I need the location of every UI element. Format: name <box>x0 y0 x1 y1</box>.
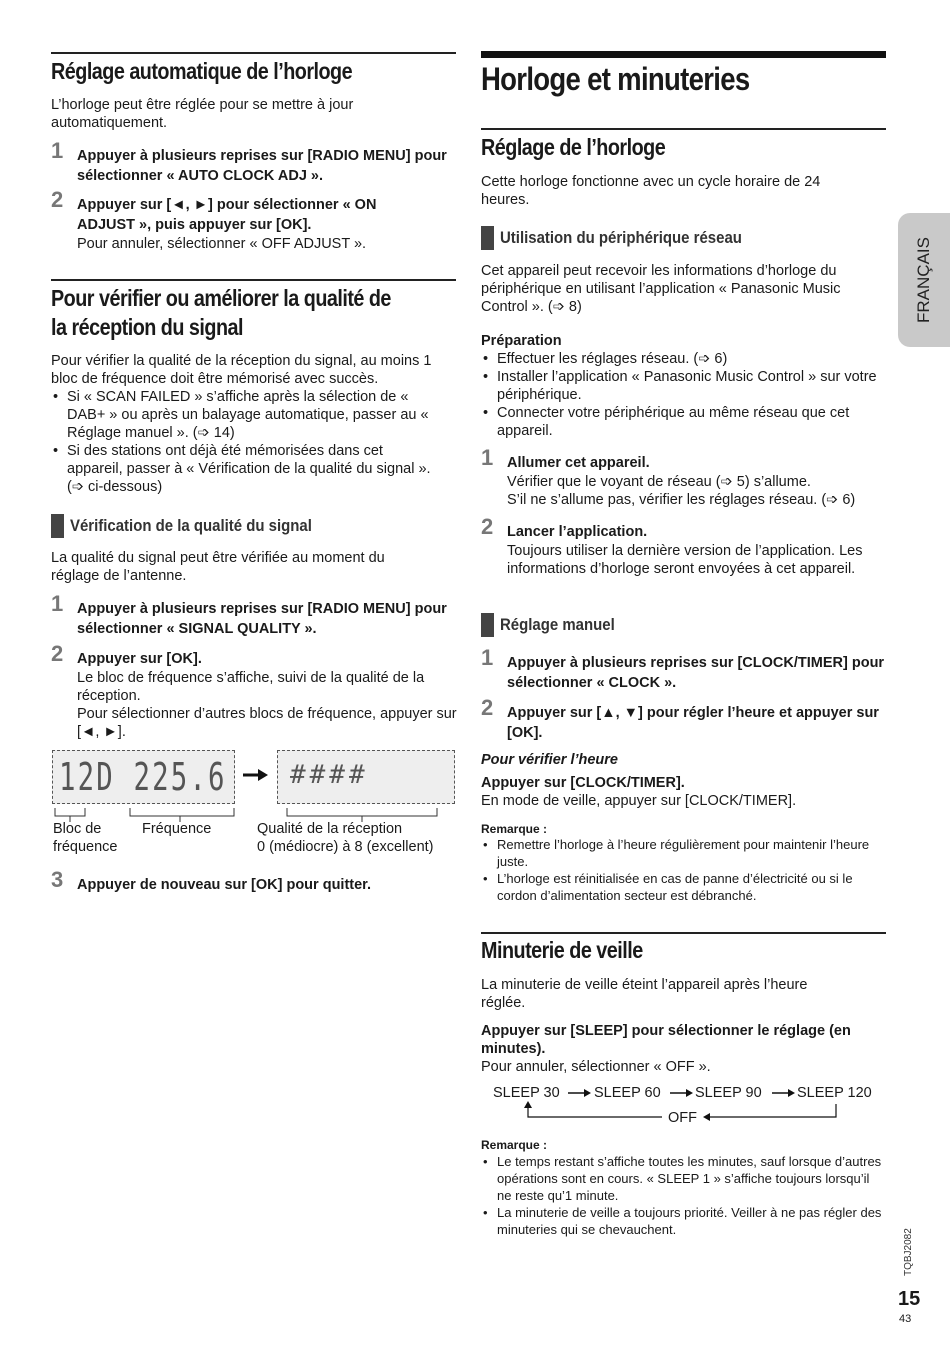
page-subnumber: 43 <box>899 1313 912 1325</box>
sleep-remarks <box>481 1153 886 1238</box>
check-time-title: Pour vérifier l’heure <box>481 752 618 768</box>
sleep-cancel: Pour annuler, sélectionner « OFF ». <box>481 1059 711 1075</box>
step-text: Appuyer à plusieurs reprises sur [CLOCK/TIMER] pour sélectionner « CLOCK ». <box>507 655 885 691</box>
subheading-manual <box>481 613 630 637</box>
step-text: Allumer cet appareil. <box>507 455 650 471</box>
section-rule <box>51 52 456 54</box>
sleep-intro: La minuterie de veille éteint l’appareil après l’heure réglée. <box>481 977 808 1011</box>
subheading-text: Réglage manuel <box>500 615 615 634</box>
label-quality-1: Qualité de la réception <box>257 821 403 837</box>
heading-auto-clock: Réglage automatique de l’horloge <box>51 58 353 84</box>
step-number: 1 <box>51 138 64 163</box>
document-code: TQBJ2082 <box>903 1228 914 1276</box>
step-number: 1 <box>481 645 494 670</box>
step-line: Le bloc de fréquence s’affiche, suivi de la qualité de la réception. <box>77 670 425 704</box>
sleep-option-off: OFF <box>668 1110 697 1126</box>
sleep-option-60: SLEEP 60 <box>594 1085 661 1101</box>
step-number: 1 <box>51 591 64 616</box>
auto-clock-intro: L’horloge peut être réglée pour se mettre à jour automatiquement. <box>51 97 354 131</box>
main-title-rule <box>481 51 886 58</box>
lcd-text: #### <box>290 760 369 790</box>
sleep-cycle-arrows <box>490 1084 890 1124</box>
heading-signal-1: Pour vérifier ou améliorer la qualité de <box>51 285 391 311</box>
subheading-signal-check <box>51 514 345 538</box>
signal-intro: Pour vérifier la qualité de la réception du signal, au moins 1 bloc de fréquence doit être mémorisé avec succès. <box>51 353 432 387</box>
step-text: Appuyer sur [▲, ▼] pour régler l’heure et appuyer sur [OK]. <box>507 705 879 741</box>
list-item: • Effectuer les réglages réseau. (➩ 6) <box>481 350 886 368</box>
clock-remarks <box>481 836 886 904</box>
remark-title: Remarque : <box>481 822 548 836</box>
heading-bar <box>51 514 64 538</box>
language-tab <box>898 213 950 347</box>
list-item: • Si « SCAN FAILED » s’affiche après la sélection de « DAB+ » ou après un balayage automatique, passer au « Réglage manuel ». (➩ 14) <box>51 388 431 442</box>
signal-bullets <box>51 388 431 496</box>
signal-check-intro: La qualité du signal peut être vérifiée au moment du réglage de l’antenne. <box>51 550 385 584</box>
step-line: Toujours utiliser la dernière version de l’application. Les informations d’horloge seront envoyées à cet appareil. <box>507 543 863 577</box>
step-number: 2 <box>51 641 64 666</box>
heading-bar <box>481 613 494 637</box>
step-number: 2 <box>51 187 64 212</box>
list-item: • Le temps restant s’affiche toutes les minutes, sauf lorsque d’autres opérations sont en cours. « SLEEP 1 » s’affiche toujours lorsqu’il ne reste qu’1 minute. <box>481 1153 886 1204</box>
subheading-network <box>481 226 775 250</box>
heading-clock: Réglage de l’horloge <box>481 134 666 160</box>
lcd-text: 12D 225.6 <box>59 755 227 799</box>
step-number: 3 <box>51 867 64 892</box>
lcd-display-frequency <box>52 750 235 804</box>
main-title: Horloge et minuteries <box>481 61 750 97</box>
section-rule <box>51 279 456 281</box>
step-number: 2 <box>481 695 494 720</box>
section-rule <box>481 128 886 130</box>
network-intro: Cet appareil peut recevoir les informations d’horloge du périphérique en utilisant l’application « Panasonic Music Control ». (➩ 8) <box>481 263 841 315</box>
step-line: Pour sélectionner d’autres blocs de fréquence, appuyer sur [◄, ►]. <box>77 706 457 740</box>
sleep-option-90: SLEEP 90 <box>695 1085 762 1101</box>
label-frequency: Fréquence <box>142 821 212 837</box>
step-number: 2 <box>481 514 494 539</box>
sleep-option-120: SLEEP 120 <box>797 1085 872 1101</box>
step-line: S’il ne s’allume pas, vérifier les réglages réseau. (➩ 6) <box>507 492 856 508</box>
subheading-text: Vérification de la qualité du signal <box>70 516 312 535</box>
subheading-text: Utilisation du périphérique réseau <box>500 228 742 247</box>
sleep-bold: Appuyer sur [SLEEP] pour sélectionner le réglage (en minutes). <box>481 1023 851 1057</box>
step-text: Appuyer à plusieurs reprises sur [RADIO MENU] pour sélectionner « SIGNAL QUALITY ». <box>77 601 447 637</box>
step-text: Lancer l’application. <box>507 524 648 540</box>
step-line: Vérifier que le voyant de réseau (➩ 5) s’allume. <box>507 474 811 490</box>
heading-sleep: Minuterie de veille <box>481 937 643 963</box>
lcd-display-quality <box>277 750 455 804</box>
heading-bar <box>481 226 494 250</box>
label-block: Bloc de fréquence <box>53 821 118 855</box>
sleep-option-30: SLEEP 30 <box>493 1085 560 1101</box>
clock-intro: Cette horloge fonctionne avec un cycle horaire de 24 heures. <box>481 174 821 208</box>
list-item: • Installer l’application « Panasonic Music Control » sur votre périphérique. <box>481 368 886 404</box>
arrow-right-icon <box>243 768 269 782</box>
step-text: Appuyer sur [◄, ►] pour sélectionner « ON ADJUST », puis appuyer sur [OK]. <box>77 197 377 233</box>
list-item: • Remettre l’horloge à l’heure régulièrement pour maintenir l’heure juste. <box>481 836 886 870</box>
check-time-text: En mode de veille, appuyer sur [CLOCK/TIMER]. <box>481 793 797 809</box>
step-note: Pour annuler, sélectionner « OFF ADJUST ». <box>77 236 367 252</box>
label-quality-2: 0 (médiocre) à 8 (excellent) <box>257 839 434 855</box>
language-tab-label: FRANÇAIS <box>914 237 933 323</box>
heading-signal-2: la réception du signal <box>51 314 243 340</box>
remark-title: Remarque : <box>481 1138 548 1152</box>
prep-bullets <box>481 350 886 440</box>
section-rule <box>481 932 886 934</box>
check-time-bold: Appuyer sur [CLOCK/TIMER]. <box>481 775 685 791</box>
prep-title: Préparation <box>481 333 562 349</box>
step-text: Appuyer de nouveau sur [OK] pour quitter. <box>77 877 372 893</box>
list-item: • Si des stations ont déjà été mémorisées dans cet appareil, passer à « Vérification de la qualité du signal ». (➩ ci-dessous) <box>51 442 431 496</box>
step-text: Appuyer sur [OK]. <box>77 651 202 667</box>
list-item: • L’horloge est réinitialisée en cas de panne d’électricité ou si le cordon d’alimentation secteur est débranché. <box>481 870 886 904</box>
step-number: 1 <box>481 445 494 470</box>
list-item: • La minuterie de veille a toujours priorité. Veiller à ne pas régler des minuteries qui se chevauchent. <box>481 1204 886 1238</box>
step-text: Appuyer à plusieurs reprises sur [RADIO MENU] pour sélectionner « AUTO CLOCK ADJ ». <box>77 148 447 184</box>
page-number: 15 <box>898 1288 921 1310</box>
list-item: • Connecter votre périphérique au même réseau que cet appareil. <box>481 404 886 440</box>
